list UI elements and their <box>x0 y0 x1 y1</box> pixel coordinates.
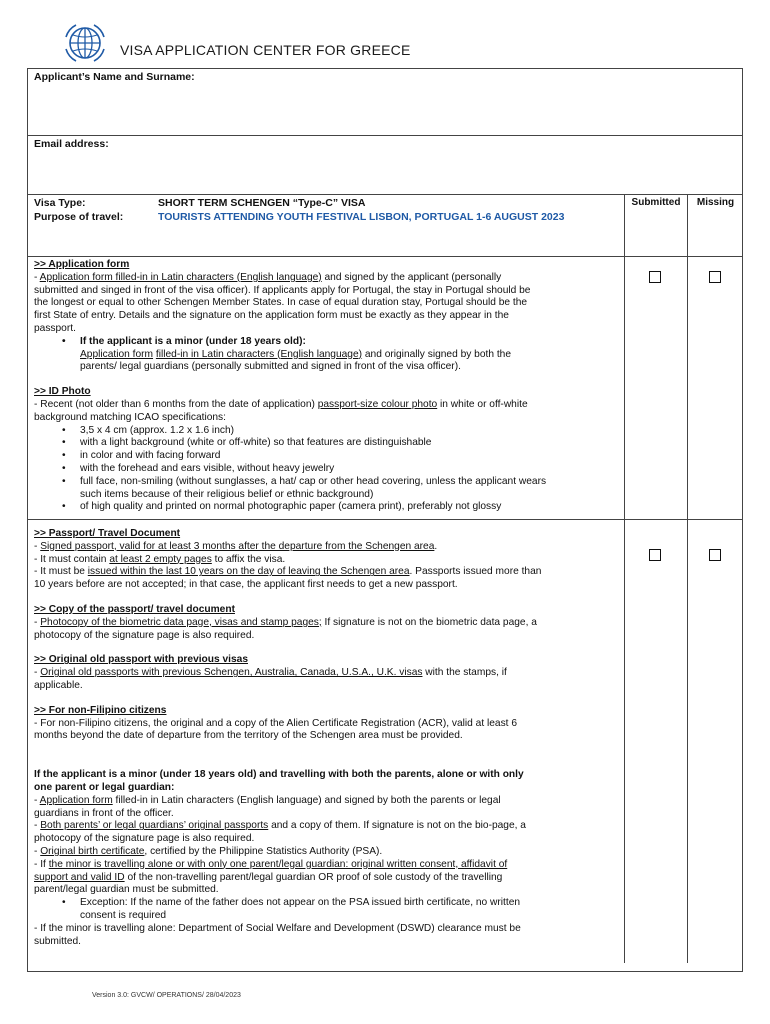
minor-req-1: - Application form filled-in in Latin characters (English language) and signed by both the parents or legal <box>34 794 501 806</box>
minor-req-4b: support and valid ID of the non-travelling parent/legal guardian OR proof of sole custody of the travelling <box>34 871 503 883</box>
email-label: Email address: <box>34 138 109 150</box>
minor-req-2b: photocopy of the signature page is also required. <box>34 833 255 845</box>
version-footer: Version 3.0: GVCW/ OPERATIONS/ 28/04/2023 <box>92 992 241 999</box>
photo-spec-item: • with a light background (white or off-white) so that features are distinguishable <box>62 437 618 450</box>
globe-logo-icon <box>62 20 108 66</box>
section-1-content <box>34 259 618 514</box>
exception-list <box>62 897 618 923</box>
minor-req-2: - Both parents’ or legal guardians’ original passports and a copy of them. If signature is not on the bio-page, a <box>34 820 526 832</box>
passport-text-4: 10 years before are not accepted; in that case, the applicant first needs to get a new passport. <box>34 579 458 591</box>
photo-spec-item: • full face, non-smiling (without sunglasses, a hat/ cap or other head covering, unless the applicant wears such items because of their religious belief or ethnic background) <box>62 476 622 502</box>
id-photo-text-2: background matching ICAO specifications: <box>34 411 226 423</box>
email-row[interactable] <box>28 136 742 195</box>
minor-req-1b: guardians in front of the officer. <box>34 807 174 819</box>
application-form-text-5: passport. <box>34 322 76 334</box>
visa-values <box>158 196 564 224</box>
photo-spec-item: • with the forehead and ears visible, without heavy jewelry <box>62 463 618 476</box>
photo-spec-item: • in color and with facing forward <box>62 450 618 463</box>
purpose-label: Purpose of travel: <box>34 211 124 223</box>
minor-req-5b: submitted. <box>34 935 81 947</box>
passport-copy-text-2: photocopy of the signature page is also required. <box>34 629 255 641</box>
old-passport-text: - Original old passports with previous Schengen, Australia, Canada, U.S.A., U.K. visas with the stamps, if <box>34 667 507 679</box>
exception-item: • Exception: If the name of the father does not appear on the PSA issued birth certificate, no written consent is required <box>62 897 618 923</box>
passport-text-3: - It must be issued within the last 10 years on the day of leaving the Schengen area. Passports issued more than <box>34 566 542 578</box>
photo-spec-item: • 3,5 x 4 cm (approx. 1.2 x 1.6 inch) <box>62 425 618 438</box>
purpose-value: TOURISTS ATTENDING YOUTH FESTIVAL LISBON, PORTUGAL 1-6 AUGUST 2023 <box>158 211 565 223</box>
non-filipino-heading: >> For non-Filipino citizens <box>34 704 167 716</box>
minor-req-4c: parent/legal guardian must be submitted. <box>34 884 219 896</box>
minor-req-4: - If the minor is travelling alone or with only one parent/legal guardian: original written consent, affidavit of <box>34 858 508 870</box>
id-photo-heading: >> ID Photo <box>34 386 91 398</box>
application-form-text: - Application form filled-in in Latin characters (English language) and signed by the applicant (personally <box>34 271 502 283</box>
missing-checkbox-passport[interactable] <box>709 549 721 561</box>
passport-heading: >> Passport/ Travel Document <box>34 528 181 539</box>
minor-travel-heading-2: one parent or legal guardian: <box>34 781 175 793</box>
minor-bullet-list <box>62 336 618 349</box>
non-filipino-text-2: months beyond the date of departure from the territory of the Schengen area must be provided. <box>34 730 463 742</box>
old-passport-text-2: applicable. <box>34 679 83 691</box>
minor-travel-heading: If the applicant is a minor (under 18 years old) and travelling with both the parents, alone or with only <box>34 769 524 781</box>
minor-req-3: - Original birth certificate, certified by the Philippine Statistics Authority (PSA). <box>34 845 383 857</box>
application-form-heading: >> Application form <box>34 259 130 270</box>
checklist-form <box>27 68 743 972</box>
non-filipino-text: - For non-Filipino citizens, the original and a copy of the Alien Certificate Registration (ACR), valid at least 6 <box>34 717 518 729</box>
minor-text: Application form filled-in in Latin characters (English language) and originally signed by both the <box>80 348 511 360</box>
photo-spec-list <box>62 425 618 515</box>
column-divider-missing <box>687 195 688 963</box>
passport-text-2: - It must contain at least 2 empty pages to affix the visa. <box>34 553 286 565</box>
minor-text-2: parents/ legal guardians (personally submitted and signed in front of the visa officer). <box>80 361 461 373</box>
application-form-text-2: submitted and singed in front of the visa officer). If applicants apply for Portugal, the stay in Portugal should be <box>34 284 531 296</box>
passport-copy-text: - Photocopy of the biometric data page, visas and stamp pages; If signature is not on the biometric data page, a <box>34 616 537 628</box>
passport-copy-heading: >> Copy of the passport/ travel document <box>34 603 235 615</box>
name-row[interactable] <box>28 69 742 136</box>
application-form-text-4: first State of entry. Details and the signature on the application form must be exactly as they appear in the <box>34 310 509 322</box>
application-form-text-3: the longest or equal to other Schengen Member States. In case of equal duration stay, Portugal should be the <box>34 297 528 309</box>
visa-labels <box>34 196 123 224</box>
visa-type-label: Visa Type: <box>34 197 86 209</box>
section-2-content <box>34 528 618 948</box>
visa-type-value: SHORT TERM SCHENGEN “Type-C” VISA <box>158 197 366 209</box>
missing-checkbox-application[interactable] <box>709 271 721 283</box>
submitted-checkbox-application[interactable] <box>649 271 661 283</box>
minor-req-5: - If the minor is travelling alone: Department of Social Welfare and Development (DSWD) clearance must be <box>34 922 521 934</box>
page-title: VISA APPLICATION CENTER FOR GREECE <box>120 42 411 58</box>
minor-bullet: • If the applicant is a minor (under 18 years old): <box>62 336 618 349</box>
name-label: Applicant’s Name and Surname: <box>34 71 195 83</box>
submitted-column-header: Submitted <box>631 197 681 208</box>
missing-column-header: Missing <box>696 197 735 208</box>
id-photo-text: - Recent (not older than 6 months from the date of application) passport-size colour photo in white or off-white <box>34 398 528 410</box>
passport-text-1: - Signed passport, valid for at least 3 months after the departure from the Schengen area. <box>34 540 438 552</box>
column-divider-submitted <box>624 195 625 963</box>
photo-spec-item: • of high quality and printed on normal photographic paper (camera print), preferably not glossy <box>62 501 618 514</box>
submitted-checkbox-passport[interactable] <box>649 549 661 561</box>
old-passport-heading: >> Original old passport with previous visas <box>34 654 248 666</box>
